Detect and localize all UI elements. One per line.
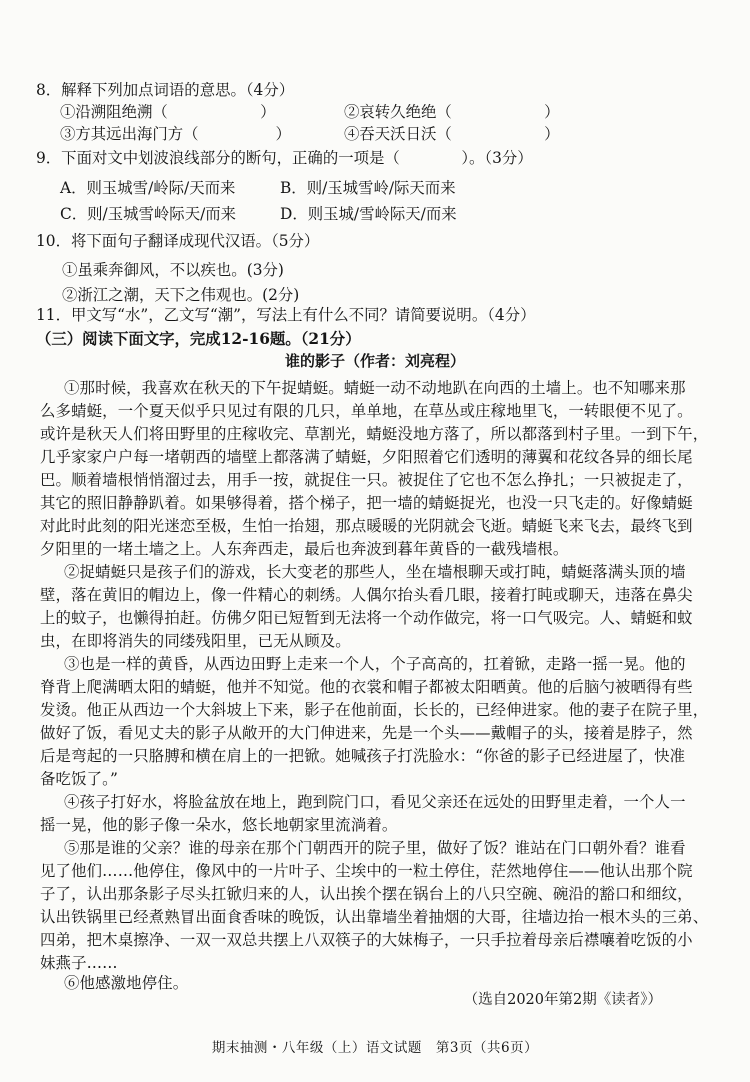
article-line: 子了，认出那条影子尽头扛锨归来的人，认出挨个摆在锅台上的八只空碗、碗沿的豁口和细纹， [40,885,693,903]
article-line: 壁，落在黄旧的帽边上，像一件精心的刺绣。人偶尔抬头看几眼，接着打盹或聊天，违落在鼻尖 [40,586,693,604]
article-line: ②捉蜻蜓只是孩子们的游戏，长大变老的那些人，坐在墙根聊天或打盹，蜻蜓落满头顶的墙 [64,563,686,581]
article-line: 发烫。他正从西边一个大斜坡上下来，影子在他前面，长长的，已经伸进家。他的妻子在院子里， [40,701,709,719]
q9-prompt: 9．下面对文中划波浪线部分的断句，正确的一项是（ ）。（3分） [36,149,533,167]
q11-prompt: 11．甲文写“水”，乙文写“潮”，写法上有什么不同？请简要说明。（4分） [36,306,536,324]
q8-prompt: 8．解释下列加点词语的意思。（4分） [36,81,295,99]
q10-sentence-1: ①虽乘奔御风，不以疾也。(3分) [62,261,284,279]
q8-item-3: ③方其远出海门方（ ） [60,125,291,143]
article-line: 备吃饭了。” [40,770,119,788]
article-line: 后是弯起的一只胳膊和横在肩上的一把锨。她喊孩子打洗脸水：“你爸的影子已经进屋了，快准 [40,747,686,765]
article-line: 对此时此刻的阳光迷恋至极，生怕一抬翅，那点暖暖的光阴就会飞逝。蜻蜓飞来飞去，最终飞到 [40,517,693,535]
q10-prompt: 10．将下面句子翻译成现代汉语。（5分） [36,232,320,250]
article-line: 巴。顺着墙根悄悄溜过去，用手一按，就捉住一只。被捉住了它也不怎么挣扎；一只被捉走了， [40,471,693,489]
article-line: ⑥他感激地停住。 [64,974,189,992]
article-line: 认出铁锅里已经煮熟冒出面食香味的晚饭，认出靠墙坐着抽烟的大哥，往墙边抬一根木头的三弟、 [40,908,709,926]
article-line: ①那时候，我喜欢在秋天的下午捉蜻蜓。蜻蜓一动不动地趴在向西的土墙上。也不知哪来那 [64,379,686,397]
article-line: 其它的照旧静静趴着。如果够得着，搭个梯子，把一墙的蜻蜓捉光，也没一只飞走的。好像蜻蜓 [40,494,693,512]
q8-item-4: ④吞天沃日沃（ ） [344,125,560,143]
q8-item-1: ①沿溯阻绝溯（ ） [60,103,276,121]
q8-item-2: ②哀转久绝绝（ ） [344,103,560,121]
q9-option-b: B．则/玉城雪岭/际天而来 [280,179,456,197]
article-line: 四弟，把木桌擦净、一双一双总共摆上八双筷子的大妹梅子，一只手拉着母亲后襟嚷着吃饭的小 [40,931,693,949]
article-line: 么多蜻蜓，一个夏天似乎只见过有限的几只，单单地，在草丛或庄稼地里飞，一转眼便不见了。 [40,402,693,420]
article-line: 脊背上爬满晒太阳的蜻蜓，他并不知觉。他的衣裳和帽子都被太阳晒黄。他的后脑勺被晒得有些 [40,678,693,696]
article-title: 谁的影子（作者：刘亮程） [284,352,465,370]
article-line: 夕阳里的一堵土墙之上。人东奔西走，最后也奔波到暮年黄昏的一截残墙根。 [40,540,569,558]
article-line: 摇一晃，他的影子像一朵水，悠长地朝家里流淌着。 [40,816,398,834]
q9-option-a: A．则玉城雪/岭际/天而来 [60,179,236,197]
q9-option-c: C．则/玉城雪岭际天/而来 [60,205,237,223]
article-line: ③也是一样的黄昏，从西边田野上走来一个人，个子高高的，扛着锨，走路一摇一晃。他的 [64,655,686,673]
article-line: 虫，在即将消失的同缕残阳里，已无从顾及。 [40,632,351,650]
article-line: 几乎家家户户每一堵朝西的墙壁上都落满了蜻蜓，夕阳照着它们透明的薄翼和花纹各异的细长尾 [40,448,693,466]
article-line: 做好了饭，看见丈夫的影子从敞开的大门伸进来，先是一个头——戴帽子的头，接着是脖子，然 [40,724,693,742]
article-line: 或许是秋天人们将田野里的庄稼收完、草割光，蜻蜓没地方落了，所以都落到村子里。一到下午， [40,425,709,443]
article-line: 上的蚊子，也懒得拍赶。仿佛夕阳已短暂到无法将一个动作做完，将一口气吸完。人、蜻蜓和蚊 [40,609,693,627]
article-line: ⑤那是谁的父亲？谁的母亲在那个门朝西开的院子里，做好了饭？谁站在门口朝外看？谁看 [64,839,686,857]
article-line: 妹燕子…… [40,954,118,972]
q9-option-d: D．则玉城/雪岭际天/而来 [280,205,457,223]
article-line: 见了他们……他停住，像风中的一片叶子、尘埃中的一粒土停住，茫然地停住——他认出那个院 [40,862,693,880]
article-source: （选自2020年第2期《读者》） [463,992,662,1008]
page-footer: 期末抽测・八年级（上）语文试题 第3页（共6页） [211,1040,539,1056]
article-line: ④孩子打好水，将脸盆放在地上，跑到院门口，看见父亲还在远处的田野里走着，一个人一 [64,793,686,811]
section-3-heading: （三）阅读下面文字，完成12-16题。（21分） [36,330,361,348]
q10-sentence-2: ②浙江之潮，天下之伟观也。(2分) [62,286,300,304]
